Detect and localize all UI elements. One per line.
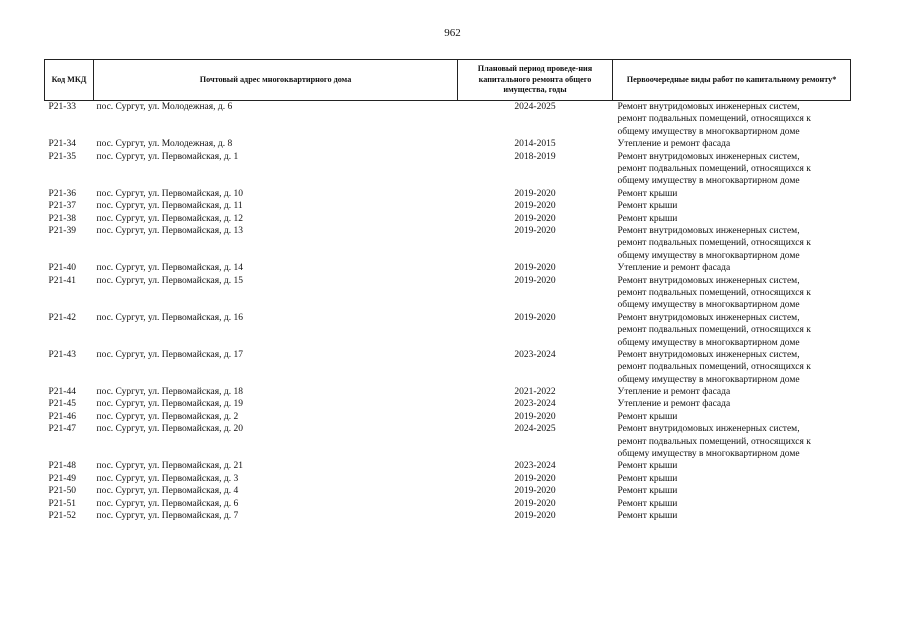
table-row bbox=[45, 200, 851, 212]
column-header-address: Почтовый адрес многоквартирного дома bbox=[94, 60, 458, 101]
mkd-code-cell: Р21-51 bbox=[48, 498, 76, 509]
mkd-code-cell: Р21-39 bbox=[48, 225, 76, 236]
repair-period-cell: 2019-2020 bbox=[514, 511, 556, 522]
repair-works-cell bbox=[613, 213, 851, 225]
table-row bbox=[45, 275, 851, 312]
table-row bbox=[45, 510, 851, 522]
repair-period-cell: 2019-2020 bbox=[514, 486, 556, 497]
repair-period-cell: 2019-2020 bbox=[514, 473, 556, 484]
repair-work-line: Ремонт внутридомовых инженерных систем, bbox=[617, 225, 800, 236]
repair-works-cell bbox=[613, 101, 851, 139]
repair-period-cell: 2019-2020 bbox=[514, 201, 556, 212]
repair-work-line: ремонт подвальных помещений, относящихся к bbox=[617, 325, 811, 336]
repair-works-cell bbox=[613, 411, 851, 423]
repair-works-cell bbox=[613, 151, 851, 188]
repair-works-cell bbox=[613, 188, 851, 200]
repair-work-line: Ремонт крыши bbox=[617, 461, 678, 472]
table-row bbox=[45, 423, 851, 460]
repair-works-cell bbox=[613, 473, 851, 485]
repair-work-line: Ремонт крыши bbox=[617, 498, 678, 509]
page-number: 962 bbox=[444, 27, 461, 39]
repair-period-cell: 2018-2019 bbox=[514, 151, 556, 162]
repair-work-line: общему имуществу в многоквартирном доме bbox=[617, 300, 800, 311]
table-row bbox=[45, 101, 851, 139]
mkd-code-cell: Р21-33 bbox=[48, 102, 76, 112]
repair-work-line: Утепление и ремонт фасада bbox=[617, 139, 731, 150]
table-row bbox=[45, 411, 851, 423]
repair-period-cell: 2023-2024 bbox=[514, 349, 556, 360]
mkd-code-cell: Р21-34 bbox=[48, 139, 76, 150]
table-row bbox=[45, 460, 851, 472]
table-row bbox=[45, 213, 851, 225]
address-cell: пос. Сургут, ул. Первомайская, д. 14 bbox=[96, 263, 243, 274]
address-cell: пос. Сургут, ул. Первомайская, д. 2 bbox=[96, 411, 239, 422]
mkd-code-cell: Р21-48 bbox=[48, 461, 76, 472]
repair-works-cell bbox=[613, 510, 851, 522]
mkd-code-cell: Р21-45 bbox=[48, 399, 76, 410]
column-header-works: Первоочередные виды работ по капитальному ремонту* bbox=[613, 60, 851, 101]
mkd-code-cell: Р21-42 bbox=[48, 312, 76, 323]
mkd-code-cell: Р21-40 bbox=[48, 263, 76, 274]
table-row bbox=[45, 398, 851, 410]
repair-work-line: Ремонт крыши bbox=[617, 411, 678, 422]
repair-work-line: общему имуществу в многоквартирном доме bbox=[617, 126, 800, 137]
repair-period-cell: 2019-2020 bbox=[514, 312, 556, 323]
address-cell: пос. Сургут, ул. Первомайская, д. 12 bbox=[96, 213, 243, 224]
repair-period-cell: 2014-2015 bbox=[514, 139, 556, 150]
address-cell: пос. Сургут, ул. Первомайская, д. 11 bbox=[96, 201, 243, 212]
address-cell: пос. Сургут, ул. Молодежная, д. 6 bbox=[96, 102, 233, 112]
mkd-code-cell: Р21-37 bbox=[48, 201, 76, 212]
repair-works-cell bbox=[613, 398, 851, 410]
column-header-code: Код МКД bbox=[45, 60, 94, 101]
repair-period-cell: 2019-2020 bbox=[514, 225, 556, 236]
repair-period-cell: 2024-2025 bbox=[514, 424, 556, 435]
mkd-code-cell: Р21-46 bbox=[48, 411, 76, 422]
address-cell: пос. Сургут, ул. Первомайская, д. 19 bbox=[96, 399, 243, 410]
repair-work-line: Ремонт крыши bbox=[617, 188, 678, 199]
address-cell: пос. Сургут, ул. Первомайская, д. 13 bbox=[96, 225, 243, 236]
repair-work-line: Ремонт внутридомовых инженерных систем, bbox=[617, 275, 800, 286]
address-cell: пос. Сургут, ул. Первомайская, д. 18 bbox=[96, 387, 243, 398]
address-cell: пос. Сургут, ул. Первомайская, д. 6 bbox=[96, 498, 239, 509]
table-row bbox=[45, 349, 851, 386]
repair-work-line: Ремонт внутридомовых инженерных систем, bbox=[617, 312, 800, 323]
repair-works-cell bbox=[613, 485, 851, 497]
address-cell: пос. Сургут, ул. Первомайская, д. 15 bbox=[96, 275, 243, 286]
address-cell: пос. Сургут, ул. Первомайская, д. 7 bbox=[96, 511, 239, 522]
mkd-code-cell: Р21-44 bbox=[48, 387, 76, 398]
table-row bbox=[45, 151, 851, 188]
repair-period-cell: 2019-2020 bbox=[514, 188, 556, 199]
mkd-code-cell: Р21-50 bbox=[48, 486, 76, 497]
address-cell: пос. Сургут, ул. Первомайская, д. 20 bbox=[96, 424, 243, 435]
repair-work-line: Ремонт крыши bbox=[617, 213, 678, 224]
table-row bbox=[45, 188, 851, 200]
repair-work-line: общему имуществу в многоквартирном доме bbox=[617, 337, 800, 348]
repair-works-cell bbox=[613, 460, 851, 472]
address-cell: пос. Сургут, ул. Первомайская, д. 16 bbox=[96, 312, 243, 323]
table-row bbox=[45, 138, 851, 150]
table-row bbox=[45, 225, 851, 262]
repair-work-line: общему имуществу в многоквартирном доме bbox=[617, 250, 800, 261]
repair-works-cell bbox=[613, 138, 851, 150]
mkd-code-cell: Р21-52 bbox=[48, 511, 76, 522]
mkd-code-cell: Р21-47 bbox=[48, 424, 76, 435]
repair-work-line: Ремонт внутридомовых инженерных систем, bbox=[617, 424, 800, 435]
repair-works-cell bbox=[613, 200, 851, 212]
repair-work-line: Ремонт внутридомовых инженерных систем, bbox=[617, 151, 800, 162]
repair-period-cell: 2023-2024 bbox=[514, 399, 556, 410]
repair-period-cell: 2019-2020 bbox=[514, 263, 556, 274]
repair-works-cell bbox=[613, 498, 851, 510]
repair-period-cell: 2019-2020 bbox=[514, 498, 556, 509]
address-cell: пос. Сургут, ул. Первомайская, д. 10 bbox=[96, 188, 243, 199]
address-cell: пос. Сургут, ул. Первомайская, д. 17 bbox=[96, 349, 243, 360]
repair-works-cell bbox=[613, 349, 851, 386]
repair-period-cell: 2019-2020 bbox=[514, 275, 556, 286]
repair-work-line: Ремонт внутридомовых инженерных систем, bbox=[617, 349, 800, 360]
repair-work-line: Утепление и ремонт фасада bbox=[617, 399, 731, 410]
table-row bbox=[45, 262, 851, 274]
repair-work-line: Ремонт крыши bbox=[617, 486, 678, 497]
repair-works-cell bbox=[613, 386, 851, 398]
repair-period-cell: 2023-2024 bbox=[514, 461, 556, 472]
address-cell: пос. Сургут, ул. Первомайская, д. 21 bbox=[96, 461, 243, 472]
mkd-code-cell: Р21-41 bbox=[48, 275, 76, 286]
table-row bbox=[45, 485, 851, 497]
address-cell: пос. Сургут, ул. Первомайская, д. 1 bbox=[96, 151, 239, 162]
mkd-code-cell: Р21-36 bbox=[48, 188, 76, 199]
repair-work-line: общему имуществу в многоквартирном доме bbox=[617, 374, 800, 385]
repair-work-line: ремонт подвальных помещений, относящихся к bbox=[617, 163, 811, 174]
mkd-code-cell: Р21-43 bbox=[48, 349, 76, 360]
repair-work-line: Утепление и ремонт фасада bbox=[617, 387, 731, 398]
repair-work-line: ремонт подвальных помещений, относящихся к bbox=[617, 238, 811, 249]
table-row bbox=[45, 312, 851, 349]
repair-work-line: ремонт подвальных помещений, относящихся к bbox=[617, 287, 811, 298]
table-body bbox=[45, 101, 851, 523]
mkd-code-cell: Р21-38 bbox=[48, 213, 76, 224]
repair-work-line: общему имуществу в многоквартирном доме bbox=[617, 176, 800, 187]
repair-works-cell bbox=[613, 312, 851, 349]
capital-repair-table bbox=[44, 59, 851, 522]
repair-work-line: Ремонт внутридомовых инженерных систем, bbox=[617, 102, 800, 112]
mkd-code-cell: Р21-49 bbox=[48, 473, 76, 484]
address-cell: пос. Сургут, ул. Первомайская, д. 4 bbox=[96, 486, 239, 497]
repair-work-line: ремонт подвальных помещений, относящихся к bbox=[617, 114, 811, 125]
repair-works-cell bbox=[613, 262, 851, 274]
repair-works-cell bbox=[613, 275, 851, 312]
repair-work-line: общему имуществу в многоквартирном доме bbox=[617, 449, 800, 460]
repair-work-line: ремонт подвальных помещений, относящихся к bbox=[617, 436, 811, 447]
address-cell: пос. Сургут, ул. Первомайская, д. 3 bbox=[96, 473, 239, 484]
repair-period-cell: 2024-2025 bbox=[514, 102, 556, 112]
column-header-period: Плановый период проведе-ния капитального ремонта общего имущества, годы bbox=[458, 60, 613, 101]
repair-work-line: Утепление и ремонт фасада bbox=[617, 263, 731, 274]
mkd-code-cell: Р21-35 bbox=[48, 151, 76, 162]
repair-works-cell bbox=[613, 225, 851, 262]
repair-work-line: Ремонт крыши bbox=[617, 511, 678, 522]
repair-period-cell: 2019-2020 bbox=[514, 411, 556, 422]
table-header bbox=[45, 60, 851, 101]
repair-works-cell bbox=[613, 423, 851, 460]
repair-work-line: Ремонт крыши bbox=[617, 473, 678, 484]
repair-period-cell: 2019-2020 bbox=[514, 213, 556, 224]
repair-period-cell: 2021-2022 bbox=[514, 387, 556, 398]
table-row bbox=[45, 386, 851, 398]
table-row bbox=[45, 498, 851, 510]
address-cell: пос. Сургут, ул. Молодежная, д. 8 bbox=[96, 139, 233, 150]
repair-work-line: Ремонт крыши bbox=[617, 201, 678, 212]
table-row bbox=[45, 473, 851, 485]
repair-work-line: ремонт подвальных помещений, относящихся к bbox=[617, 362, 811, 373]
